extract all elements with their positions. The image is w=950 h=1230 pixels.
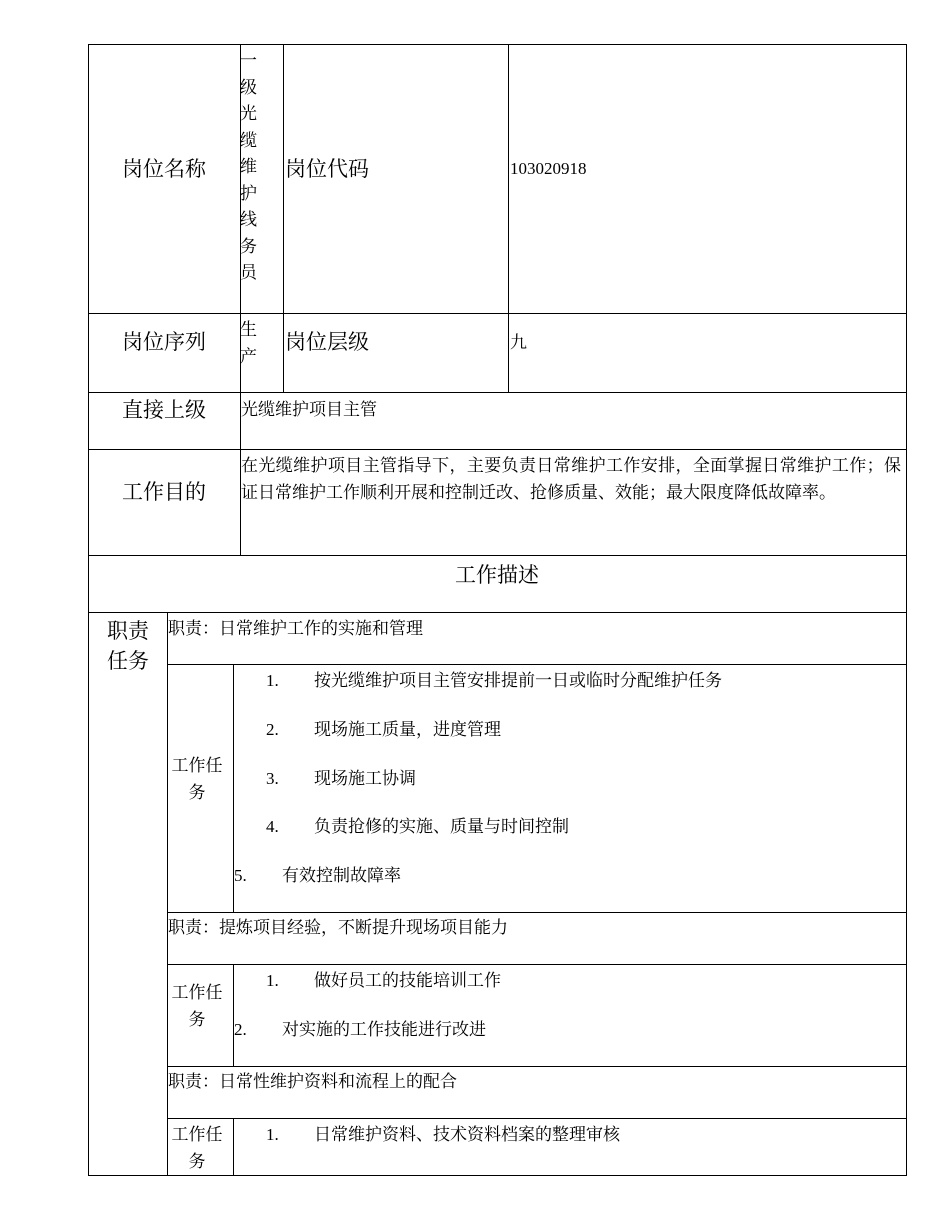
duty-title: 职责：日常维护工作的实施和管理 xyxy=(168,619,423,638)
task-text: 现场施工协调 xyxy=(314,769,416,788)
task-number: 4. xyxy=(266,817,279,836)
task-text: 现场施工质量，进度管理 xyxy=(314,720,501,739)
task-text: 做好员工的技能培训工作 xyxy=(314,971,501,990)
position-level-value: 九 xyxy=(510,333,527,352)
purpose-label: 工作目的 xyxy=(122,480,206,504)
position-series-label: 岗位序列 xyxy=(122,330,206,354)
position-code-label: 岗位代码 xyxy=(285,157,369,181)
duties-label: 职责任务 xyxy=(107,619,149,673)
position-level-label: 岗位层级 xyxy=(285,330,369,354)
task-text: 负责抢修的实施、质量与时间控制 xyxy=(314,817,569,836)
position-name-value: 一级光缆维护线务员 xyxy=(240,51,257,282)
task-number: 2. xyxy=(266,720,279,739)
task-label: 工作任务 xyxy=(171,1125,223,1171)
duty-title: 职责：提炼项目经验，不断提升现场项目能力 xyxy=(168,918,508,937)
purpose-value: 在光缆维护项目主管指导下，主要负责日常维护工作安排，全面掌握日常维护工作；保证日常维护工作顺利开展和控制迁改、抢修质量、效能；最大限度降低故障率。 xyxy=(241,456,901,502)
task-label: 工作任务 xyxy=(171,983,223,1029)
task-number: 2. xyxy=(234,1020,247,1039)
position-name-label: 岗位名称 xyxy=(122,157,206,181)
duty-title: 职责：日常性维护资料和流程上的配合 xyxy=(168,1072,457,1091)
task-number: 1. xyxy=(266,971,279,990)
superior-value: 光缆维护项目主管 xyxy=(241,400,377,419)
position-code-value: 103020918 xyxy=(510,159,587,178)
task-text: 按光缆维护项目主管安排提前一日或临时分配维护任务 xyxy=(314,671,722,690)
task-number: 1. xyxy=(266,671,279,690)
superior-label: 直接上级 xyxy=(122,398,206,422)
position-series-value: 生产 xyxy=(240,320,257,366)
task-text: 对实施的工作技能进行改进 xyxy=(282,1020,486,1039)
section-title: 工作描述 xyxy=(455,563,539,587)
task-number: 5. xyxy=(234,866,247,885)
task-number: 1. xyxy=(266,1125,279,1144)
task-label: 工作任务 xyxy=(171,756,223,802)
task-text: 日常维护资料、技术资料档案的整理审核 xyxy=(314,1125,620,1144)
task-text: 有效控制故障率 xyxy=(282,866,401,885)
task-number: 3. xyxy=(266,769,279,788)
